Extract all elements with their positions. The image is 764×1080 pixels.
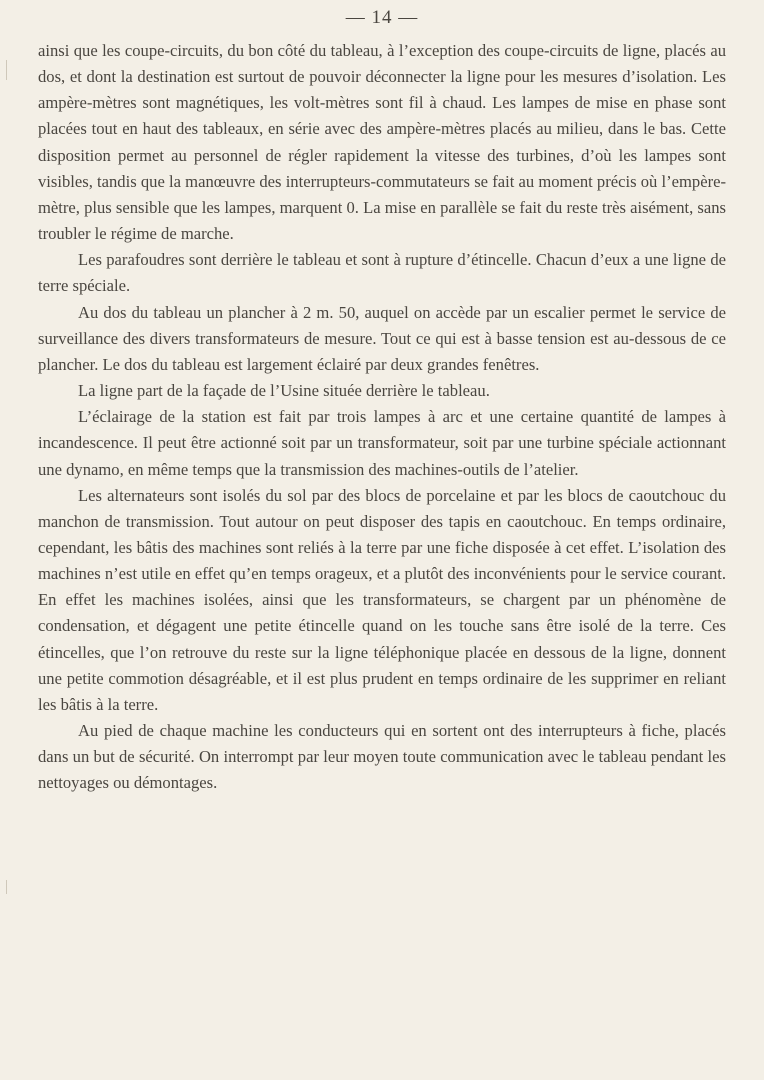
paragraph-lightning-arresters: Les parafoudres sont derrière le tableau et sont à rupture d’étincelle. Chacun d’eux a une ligne de terre spéciale. bbox=[38, 250, 726, 296]
page-edge-line bbox=[6, 60, 7, 80]
page-edge-line bbox=[6, 880, 7, 894]
paragraph-line-departure: La ligne part de la façade de l’Usine située derrière le tableau. bbox=[78, 381, 490, 401]
page-number: — 14 — bbox=[345, 7, 419, 28]
paragraph-alternator-insulation: Les alternateurs sont isolés du sol par des blocs de porcelaine et par les blocs de caoutchouc du manchon de transmission. Tout autour on peut disposer des tapis en caoutchouc. En temps ordinaire, cependant, les bâtis des machines sont reliés à la terre par une fiche disposée à cet effet. L’isolation des machines n’est utile en effet qu’en temps orageux, et a plutôt des inconvénients pour le service courant. En effet les machines isolées, ainsi que les transformateurs, se chargent par un phénomène de condensation, et dégagent une petite étincelle quand on les touche sans être isolé de la terre. Ces étincelles, que l’on retrouve du reste sur la ligne téléphonique placée en dessous de la ligne, donnent une petite commotion désagréable, et il est plus prudent en temps ordinaire de les supprimer en reliant les bâtis à la terre. bbox=[38, 485, 726, 714]
paragraph-machine-switches: Au pied de chaque machine les conducteurs qui en sortent ont des interrupteurs à fiche, placés dans un but de sécurité. On interrompt par leur moyen toute communication avec le tableau pendant les nettoyages ou démontages. bbox=[38, 721, 726, 793]
paragraph-station-lighting: L’éclairage de la station est fait par trois lampes à arc et une certaine quantité de lampes à incandescence. Il peut être actionné soit par un transformateur, soit par une turbine spéciale actionnant une dynamo, en même temps que la transmission des machines-outils de l’atelier. bbox=[38, 407, 726, 479]
paragraph-rear-platform: Au dos du tableau un plancher à 2 m. 50, auquel on accède par un escalier permet le service de surveillance des divers transformateurs de mesure. Tout ce qui est à basse tension est au-dessous de ce plancher. Le dos du tableau est largement éclairé par deux grandes fenêtres. bbox=[38, 302, 726, 374]
paragraph-switchboard-instruments: ainsi que les coupe-circuits, du bon côté du tableau, à l’exception des coupe-circuits de ligne, placés au dos, et dont la destination est surtout de pouvoir déconnecter la ligne pour les mesures d’isolation. Les ampère-mètres sont magnétiques, les volt-mètres sont fil à chaud. Les lampes de mise en phase sont placées tout en haut des tableaux, en série avec des ampère-mètres placés au milieu, dans le bas. Cette disposition permet au personnel de régler rapidement la vitesse des turbines, d’où les lampes sont visibles, tandis que la manœuvre des interrupteurs-commutateurs se fait au moment précis où l’empère-mètre, plus sensible que les lampes, marquent 0. La mise en parallèle se fait du reste très aisément, sans troubler le régime de marche. bbox=[38, 41, 726, 244]
